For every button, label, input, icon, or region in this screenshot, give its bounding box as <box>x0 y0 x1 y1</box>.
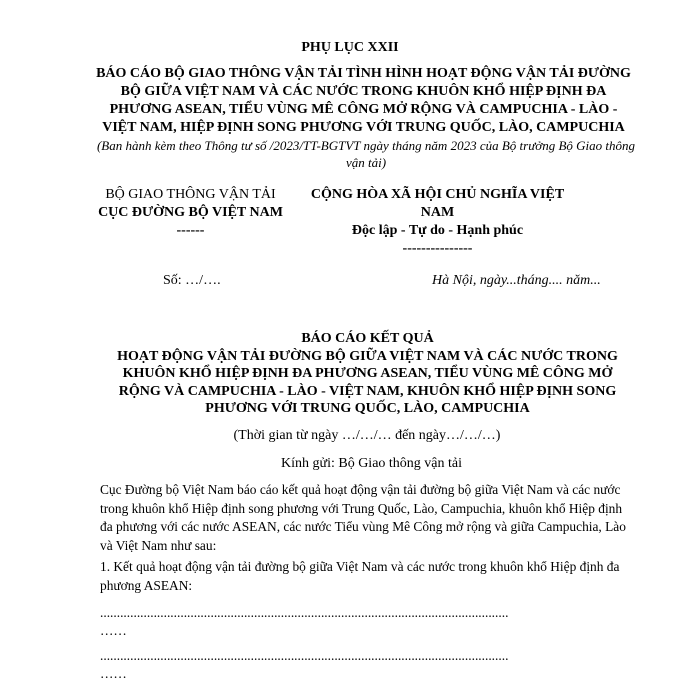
dotted-line-end: …… <box>100 666 127 681</box>
issuing-agency-block <box>98 186 283 240</box>
dotted-line: .......................................................................................................................... <box>100 605 509 620</box>
document-number: Số: …/…. <box>163 273 221 288</box>
report-title-block <box>100 330 635 418</box>
dotted-line: .......................................................................................................................... <box>100 648 509 663</box>
section-1-heading: 1. Kết quả hoạt động vận tải đường bộ giữa Việt Nam và các nước trong khuôn khổ Hiệp định đa phương ASEAN: <box>100 559 620 593</box>
dotted-line-end: …… <box>100 623 127 638</box>
report-subject: HOẠT ĐỘNG VẬN TẢI ĐƯỜNG BỘ GIỮA VIỆT NAM VÀ CÁC NƯỚC TRONG KHUÔN KHỔ HIỆP ĐỊNH ĐA PHƯƠNG ASEAN, TIỂU VÙNG MÊ CÔNG MỞ RỘNG VÀ CAMPUCHIA - LÀO - VIỆT NAM, KHUÔN KHỔ HIỆP ĐỊNH SONG PHƯƠNG VỚI TRUNG QUỐC, LÀO, CAMPUCHIA <box>117 348 618 417</box>
national-motto-block <box>305 186 570 258</box>
department-name: CỤC ĐƯỜNG BỘ VIỆT NAM <box>98 205 283 220</box>
agency-separator: ------ <box>176 223 205 238</box>
national-motto: Độc lập - Tự do - Hạnh phúc <box>351 223 524 238</box>
motto-separator: --------------- <box>402 241 473 256</box>
recipient-line: Kính gửi: Bộ Giao thông vận tải <box>280 456 462 471</box>
place-and-date: Hà Nội, ngày...tháng.... năm... <box>432 273 601 288</box>
ministry-name: BỘ GIAO THÔNG VẬN TẢI <box>105 187 276 202</box>
intro-paragraph: Cục Đường bộ Việt Nam báo cáo kết quả hoạt động vận tải đường bộ giữa Việt Nam và các nước trong khuôn khổ Hiệp định song phương với Trung Quốc, Lào, Campuchia, khuôn khổ Hiệp định đa phương với các nước ASEAN, các nước Tiểu vùng Mê Công mở rộng và giữa Campuchia, Lào và Việt Nam như sau: <box>100 482 626 553</box>
report-period: (Thời gian từ ngày …/…/… đến ngày…/…/…) <box>233 428 501 443</box>
report-title: BÁO CÁO KẾT QUẢ <box>301 331 434 346</box>
appendix-title: PHỤ LỤC XXII <box>301 40 399 55</box>
appendix-issuance-note: (Ban hành kèm theo Thông tư số /2023/TT-BGTVT ngày tháng năm 2023 của Bộ trưởng Bộ Giao thông vận tải) <box>96 138 636 170</box>
fill-in-line-2 <box>100 647 640 683</box>
appendix-heading: BÁO CÁO BỘ GIAO THÔNG VẬN TẢI TÌNH HÌNH HOẠT ĐỘNG VẬN TẢI ĐƯỜNG BỘ GIỮA VIỆT NAM VÀ CÁC NƯỚC TRONG KHUÔN KHỔ HIỆP ĐỊNH ĐA PHƯƠNG ASEAN, TIỂU VÙNG MÊ CÔNG MỞ RỘNG VÀ CAMPUCHIA - LÀO - VIỆT NAM, HIỆP ĐỊNH SONG PHƯƠNG VỚI TRUNG QUỐC, LÀO, CAMPUCHIA <box>96 66 631 135</box>
fill-in-line-1 <box>100 604 640 640</box>
republic-name: CỘNG HÒA XÃ HỘI CHỦ NGHĨA VIỆT NAM <box>310 187 565 220</box>
